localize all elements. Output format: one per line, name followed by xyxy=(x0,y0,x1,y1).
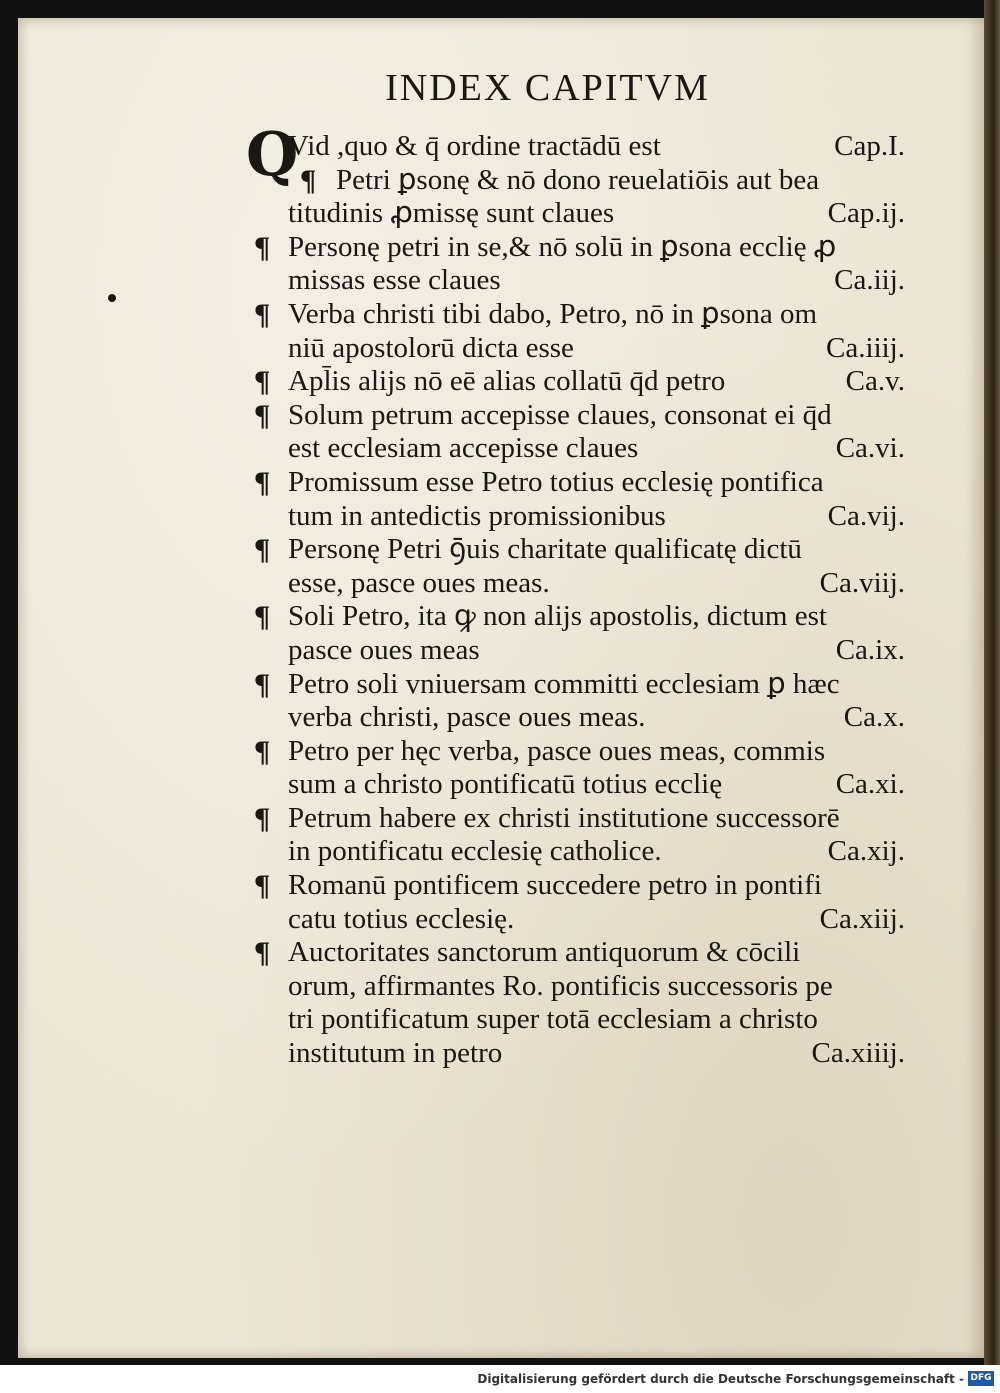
entry-text: orum, affirmantes Ro. pontificis successoris pe xyxy=(288,969,833,1002)
entry-text: Romanū pontificem succedere petro in pontifi xyxy=(288,869,822,902)
entry-text: Solum petrum accepisse claues, consonat ei q̄d xyxy=(288,398,832,431)
entry-line xyxy=(250,197,905,231)
entry-line xyxy=(250,332,905,366)
paragraph-mark-icon: ¶ xyxy=(254,801,271,835)
paragraph-mark-icon: ¶ xyxy=(254,230,271,264)
entry-line xyxy=(250,701,905,735)
chapter-ref: Ca.x. xyxy=(843,701,905,734)
index-entry xyxy=(250,735,905,802)
entry-text: verba christi, pasce oues meas. xyxy=(288,701,646,734)
chapter-index xyxy=(246,120,905,1071)
chapter-ref: Cap.ij. xyxy=(827,197,905,230)
footer-bar xyxy=(0,1365,1000,1393)
entry-line xyxy=(250,903,905,937)
chapter-ref: Cap.I. xyxy=(834,130,905,162)
paragraph-mark-icon: ¶ xyxy=(254,398,271,432)
entry-line xyxy=(250,634,905,668)
chapter-ref: Ca.xij. xyxy=(827,835,905,868)
entry-text: Vid ,quo & q̄ ordine tractādū est xyxy=(288,130,661,162)
index-entry xyxy=(250,466,905,533)
entry-line xyxy=(250,567,905,601)
entry-line xyxy=(250,432,905,466)
paragraph-mark-icon: ¶ xyxy=(254,667,271,701)
entry-line xyxy=(250,1003,905,1037)
entry-line xyxy=(250,298,905,332)
paragraph-mark-icon: ¶ xyxy=(254,365,271,399)
entry-text: catu totius ecclesię. xyxy=(288,902,515,935)
entry-text: est ecclesiam accepisse claues xyxy=(288,432,639,465)
entry-text: institutum in petro xyxy=(288,1037,503,1070)
chapter-ref: Ca.xi. xyxy=(835,768,905,801)
index-entry xyxy=(250,533,905,600)
entry-text: Auctoritates sanctorum antiquorum & cōcili xyxy=(288,936,801,969)
entry-line xyxy=(250,600,905,634)
entry-text: tri pontificatum super totā ecclesiam a christo xyxy=(288,1003,818,1036)
entry-text: Apl̄is alijs nō eē alias collatū q̄d petro xyxy=(288,365,726,398)
entry-line xyxy=(250,399,905,433)
chapter-ref: Ca.xiiij. xyxy=(811,1037,905,1070)
entry-text: esse, pasce oues meas. xyxy=(288,566,550,599)
index-entry xyxy=(250,936,905,1070)
index-entry xyxy=(250,399,905,466)
entry-line xyxy=(250,936,905,970)
entry-line xyxy=(250,365,905,399)
entry-text: titudinis ꝓmissę sunt claues xyxy=(288,197,615,230)
entry-line xyxy=(250,768,905,802)
entry-text: Personę Petri ꝯ̄uis charitate qualificatę dictū xyxy=(288,533,802,566)
entry-text: niū apostolorū dicta esse xyxy=(288,331,574,364)
chapter-ref: Ca.iiij. xyxy=(826,331,905,364)
entry-line xyxy=(250,835,905,869)
chapter-ref: Ca.vi. xyxy=(835,432,905,465)
paragraph-mark-icon: ¶ xyxy=(254,600,271,634)
index-entry xyxy=(250,298,905,365)
entry-text: tum in antedictis promissionibus xyxy=(288,499,666,532)
entry-text: Petri ꝑsonę & nō dono reuelatiōis aut bea xyxy=(336,163,820,196)
decorated-initial: Q xyxy=(246,120,299,190)
paragraph-mark-icon: ¶ xyxy=(254,533,271,567)
paragraph-mark-icon: ¶ xyxy=(254,734,271,768)
page-heading: INDEX CAPITVM xyxy=(385,67,710,109)
entry-line xyxy=(250,164,905,198)
index-entry xyxy=(250,869,905,936)
index-entry xyxy=(250,231,905,298)
paragraph-mark-icon: ¶ xyxy=(254,465,271,499)
index-entry xyxy=(250,164,905,231)
entry-text: Verba christi tibi dabo, Petro, nō in ꝑsona om xyxy=(288,297,818,330)
entry-text: in pontificatu ecclesię catholice. xyxy=(288,835,662,868)
footer-credit: Digitalisierung gefördert durch die Deutsche Forschungsgemeinschaft - xyxy=(477,1372,964,1386)
entry-line xyxy=(250,735,905,769)
entry-text: missas esse claues xyxy=(288,264,501,297)
entry-line xyxy=(250,869,905,903)
entry-text: sum a christo pontificatū totius ecclię xyxy=(288,768,723,801)
entry-line xyxy=(250,231,905,265)
paragraph-mark-icon: ¶ xyxy=(254,936,271,970)
entry-text: Promissum esse Petro totius ecclesię pontifica xyxy=(288,465,824,498)
entry-line xyxy=(250,500,905,534)
paragraph-mark-icon: ¶ xyxy=(300,163,317,197)
entry-line xyxy=(250,802,905,836)
chapter-ref: Ca.vij. xyxy=(827,499,905,532)
paragraph-mark-icon: ¶ xyxy=(254,297,271,331)
dfg-logo: DFG xyxy=(968,1371,994,1386)
chapter-ref: Ca.viij. xyxy=(819,566,905,599)
index-entry xyxy=(250,668,905,735)
entry-text: Petro soli vniuersam committi ecclesiam ꝑ hæc xyxy=(288,667,840,700)
entry-text: Soli Petro, ita ꝙ non alijs apostolis, dictum est xyxy=(288,600,827,633)
entry-text: Petro per hęc verba, pasce oues meas, commis xyxy=(288,734,826,767)
entry-line xyxy=(250,466,905,500)
entry-text: Petrum habere ex christi institutione successorē xyxy=(288,801,840,834)
paragraph-mark-icon: ¶ xyxy=(254,869,271,903)
chapter-ref: Ca.v. xyxy=(845,365,905,398)
chapter-ref: Ca.iij. xyxy=(834,264,905,297)
entry-line xyxy=(250,668,905,702)
index-entry xyxy=(250,802,905,869)
entry-line xyxy=(250,970,905,1004)
index-entry xyxy=(250,365,905,399)
book-spine xyxy=(984,0,1000,1365)
entry-text: Personę petri in se,& nō solū in ꝑsona ecclię ꝓ xyxy=(288,230,837,263)
entry-line xyxy=(250,1037,905,1071)
index-entry xyxy=(250,600,905,667)
entry-line xyxy=(250,533,905,567)
chapter-ref: Ca.ix. xyxy=(835,633,905,666)
chapter-ref: Ca.xiij. xyxy=(819,902,905,935)
entry-text: pasce oues meas xyxy=(288,633,480,666)
ink-dot xyxy=(108,294,116,302)
entry-line xyxy=(250,264,905,298)
